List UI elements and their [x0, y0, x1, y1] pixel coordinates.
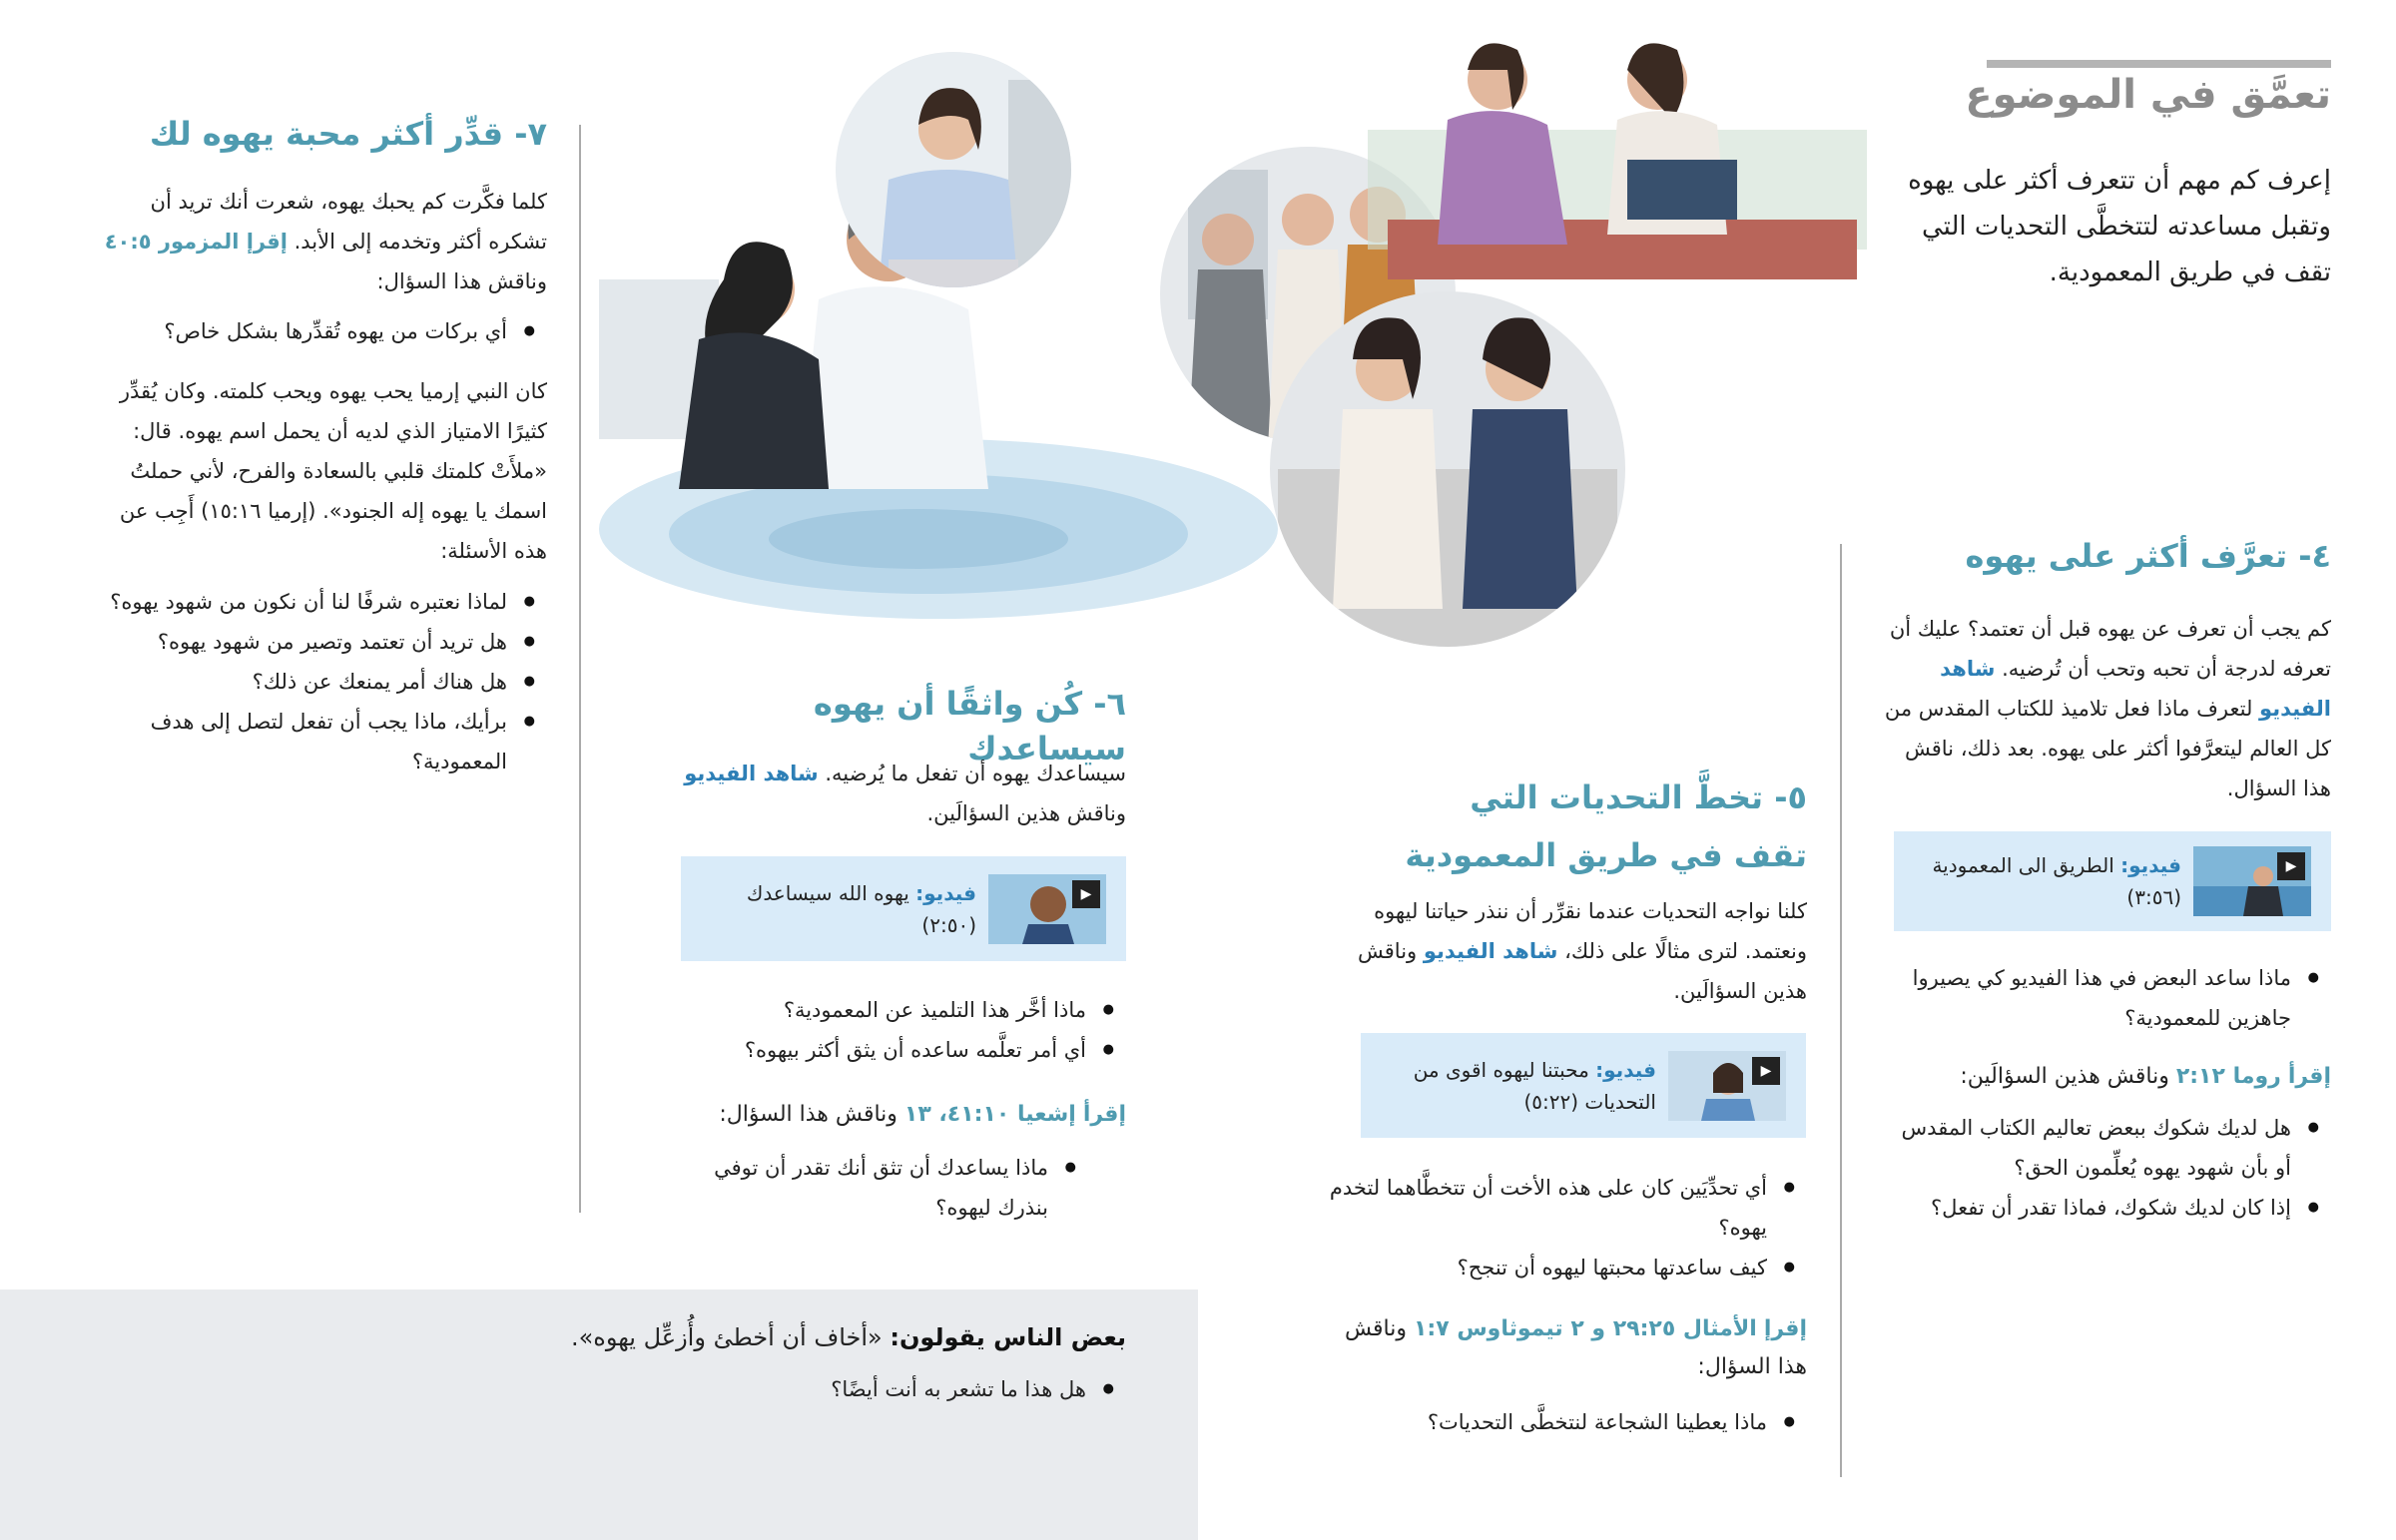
page-title: تعمَّق في الموضوع [1965, 72, 2331, 118]
section-5-questions [1328, 1168, 1797, 1287]
video-card-road-to-baptism[interactable] [1894, 831, 2331, 931]
section-5-read [1328, 1310, 1807, 1386]
conversation-illustration [1368, 43, 1867, 279]
list-item: ● برأيك، ماذا يجب أن تفعل لتصل إلى هدف المعمودية؟ [58, 702, 537, 781]
list-item: ● هل هناك أمر يمنعك عن ذلك؟ [58, 662, 537, 702]
header-rule [1987, 60, 2331, 68]
section-6-questions-2 [679, 1148, 1078, 1228]
intro-text: إعرف كم مهم أن تتعرف أكثر على يهوه وتقبل مساعدته لتتخطَّى التحديات التي تقف في طريق المعمودية. [1908, 166, 2331, 287]
video-caption [747, 877, 976, 941]
section-5-questions-2 [1328, 1402, 1797, 1442]
section-5-text-b: وناقش هذين السؤالَين. [1357, 939, 1807, 1003]
watch-video-link[interactable]: شاهد الفيديو [1423, 939, 1558, 963]
scripture-link[interactable]: إشعيا ٤١:١٠، ١٣ [903, 1102, 1076, 1127]
list-item: ● ماذا أخَّر هذا التلميذ عن المعمودية؟ [647, 990, 1116, 1030]
section-7-questions [88, 311, 537, 351]
video-label: فيديو: [915, 880, 976, 905]
play-icon: ▶ [2277, 852, 2305, 880]
video-thumbnail [988, 874, 1106, 944]
some-say-questions [517, 1369, 1116, 1409]
video-title: يهوه الله سيساعدك [746, 880, 909, 905]
list-item: ● إذا كان لديك شكوك، فماذا تقدر أن تفعل؟ [1882, 1188, 2321, 1228]
read-prefix: إقرأ [1082, 1102, 1126, 1127]
list-item: ● ماذا يساعدك أن تثق أنك تقدر أن توفي بنذرك ليهوه؟ [679, 1148, 1078, 1228]
section-4-text: كم يجب أن تعرف عن يهوه قبل أن تعتمد؟ عليك أن تعرفه لدرجة أن تحبه وتحب أن تُرضيه. [1889, 617, 2331, 681]
read-suffix: وناقش هذين السؤالَين: [1960, 1064, 2169, 1089]
list-item: ● كيف ساعدتها محبتها ليهوه أن تنجح؟ [1328, 1248, 1797, 1287]
video-duration: (٥:٢٢) [1523, 1089, 1579, 1114]
section-4-read [1882, 1058, 2331, 1096]
play-icon: ▶ [1072, 880, 1100, 908]
section-7-paragraph-2: كان النبي إرميا يحب يهوه ويحب كلمته. وكان يُقدِّر كثيرًا الامتياز الذي لديه أن يحمل اسم يهوه. قال: «ملأَتْ كلمتك قلبي بالسعادة والفرح، لأني حملتُ اسمك يا يهوه إله الجنود». (إرميا ١٥:١٦) أَجِب عن هذه الأسئلة: [119, 379, 547, 563]
play-icon: ▶ [1752, 1057, 1780, 1085]
section-7-text: كلما فكَّرت كم يحبك يهوه، شعرت أنك تريد أن تشكره أكثر وتخدمه إلى الأبد. [150, 190, 547, 254]
section-4-paragraph [1882, 609, 2331, 808]
video-duration: (٣:٥٦) [2126, 885, 2181, 909]
video-title: الطريق الى المعمودية [1932, 853, 2114, 877]
section-4-text-b: لتعرف ماذا فعل تلاميذ للكتاب المقدس من كل العالم ليتعرَّفوا أكثر على يهوه. بعد ذلك، ناقش هذا السؤال. [1884, 697, 2331, 800]
some-say-heading [427, 1317, 1126, 1357]
watch-video-link[interactable]: شاهد الفيديو [684, 762, 819, 785]
scripture-link[interactable]: روما ٢:١٢ [2175, 1064, 2281, 1089]
list-item: ● ماذا يعطينا الشجاعة لنتخطَّى التحديات؟ [1328, 1402, 1797, 1442]
video-thumbnail [1668, 1051, 1786, 1121]
section-5-title: ٥- تخطَّ التحديات التي تقف في طريق المعمودية [1405, 778, 1807, 874]
section-7-paragraph [88, 182, 547, 301]
video-card-god-will-help[interactable] [681, 856, 1126, 961]
read-suffix: وناقش هذا السؤال: [1344, 1316, 1807, 1379]
section-6-text: سيساعدك يهوه أن تفعل ما يُرضيه. [825, 762, 1126, 785]
some-say-lead: بعض الناس يقولون: [890, 1323, 1126, 1351]
list-item: ● هل هذا ما تشعر به أنت أيضًا؟ [517, 1369, 1116, 1409]
list-item: ● ماذا ساعد البعض في هذا الفيديو كي يصيروا جاهزين للمعمودية؟ [1882, 958, 2321, 1038]
column-divider [579, 125, 581, 1213]
section-5-text: كلنا نواجه التحديات عندما نقرِّر أن ننذر حياتنا ليهوه ونعتمد. لترى مثالًا على ذلك، [1374, 899, 1807, 963]
video-duration: (٢:٥٠) [921, 912, 976, 937]
section-6-title: ٦- كُن واثقًا أن يهوه سيساعدك [813, 685, 1126, 768]
read-suffix: وناقش هذا السؤال: [719, 1102, 898, 1127]
section-7-text-b: وناقش هذا السؤال: [376, 269, 547, 293]
section-6-read [647, 1096, 1126, 1134]
list-item: ● هل لديك شكوك ببعض تعاليم الكتاب المقدس أو بأن شهود يهوه يُعلِّمون الحق؟ [1882, 1108, 2321, 1188]
section-4-questions [1882, 958, 2321, 1038]
list-item: ● هل تريد أن تعتمد وتصير من شهود يهوه؟ [58, 622, 537, 662]
video-caption [1932, 849, 2181, 913]
illustration-group [589, 40, 1897, 679]
video-label: فيديو: [2120, 853, 2181, 877]
column-divider [1840, 544, 1842, 1477]
list-item: ● أي بركات من يهوه تُقدِّرها بشكل خاص؟ [88, 311, 537, 351]
list-item: ● لماذا نعتبره شرفًا لنا أن نكون من شهود يهوه؟ [58, 582, 537, 622]
section-5-paragraph [1328, 891, 1807, 1011]
scripture-link[interactable]: إقرإ المزمور ٤٠:٥ [104, 230, 288, 254]
section-4-questions-2 [1882, 1108, 2321, 1228]
scripture-link[interactable]: الأمثال ٢٩:٢٥ و ٢ تيموثاوس ١:٧ [1414, 1316, 1757, 1341]
section-6-questions [647, 990, 1116, 1070]
video-caption [1381, 1054, 1656, 1118]
section-7-questions-2 [58, 582, 537, 781]
section-6-paragraph [647, 754, 1126, 833]
list-item: ● أي تحدِّيَين كان على هذه الأخت أن تتخطَّاهما لتخدم يهوه؟ [1328, 1168, 1797, 1248]
watch-video-link[interactable]: شاهد الفيديو [1940, 657, 2331, 721]
read-prefix: إقرإ [1763, 1316, 1807, 1341]
list-item: ● أي أمر تعلَّمه ساعده أن يثق أكثر بيهوه؟ [647, 1030, 1116, 1070]
video-title: محبتنا ليهوه اقوى من التحديات [1413, 1057, 1656, 1114]
section-4-title: ٤- تعرَّف أكثر على يهوه [1965, 537, 2331, 575]
section-7-title: ٧- قدِّر أكثر محبة يهوه لك [149, 115, 547, 153]
video-thumbnail [2193, 846, 2311, 916]
some-say-quote: «أخاف أن أخطئ وأُزعِّل يهوه». [570, 1323, 883, 1351]
video-label: فيديو: [1595, 1057, 1656, 1082]
section-6-text-b: وناقش هذين السؤالَين. [926, 801, 1126, 825]
video-card-love-stronger[interactable] [1361, 1033, 1806, 1138]
read-prefix: إقرأ [2287, 1064, 2331, 1089]
